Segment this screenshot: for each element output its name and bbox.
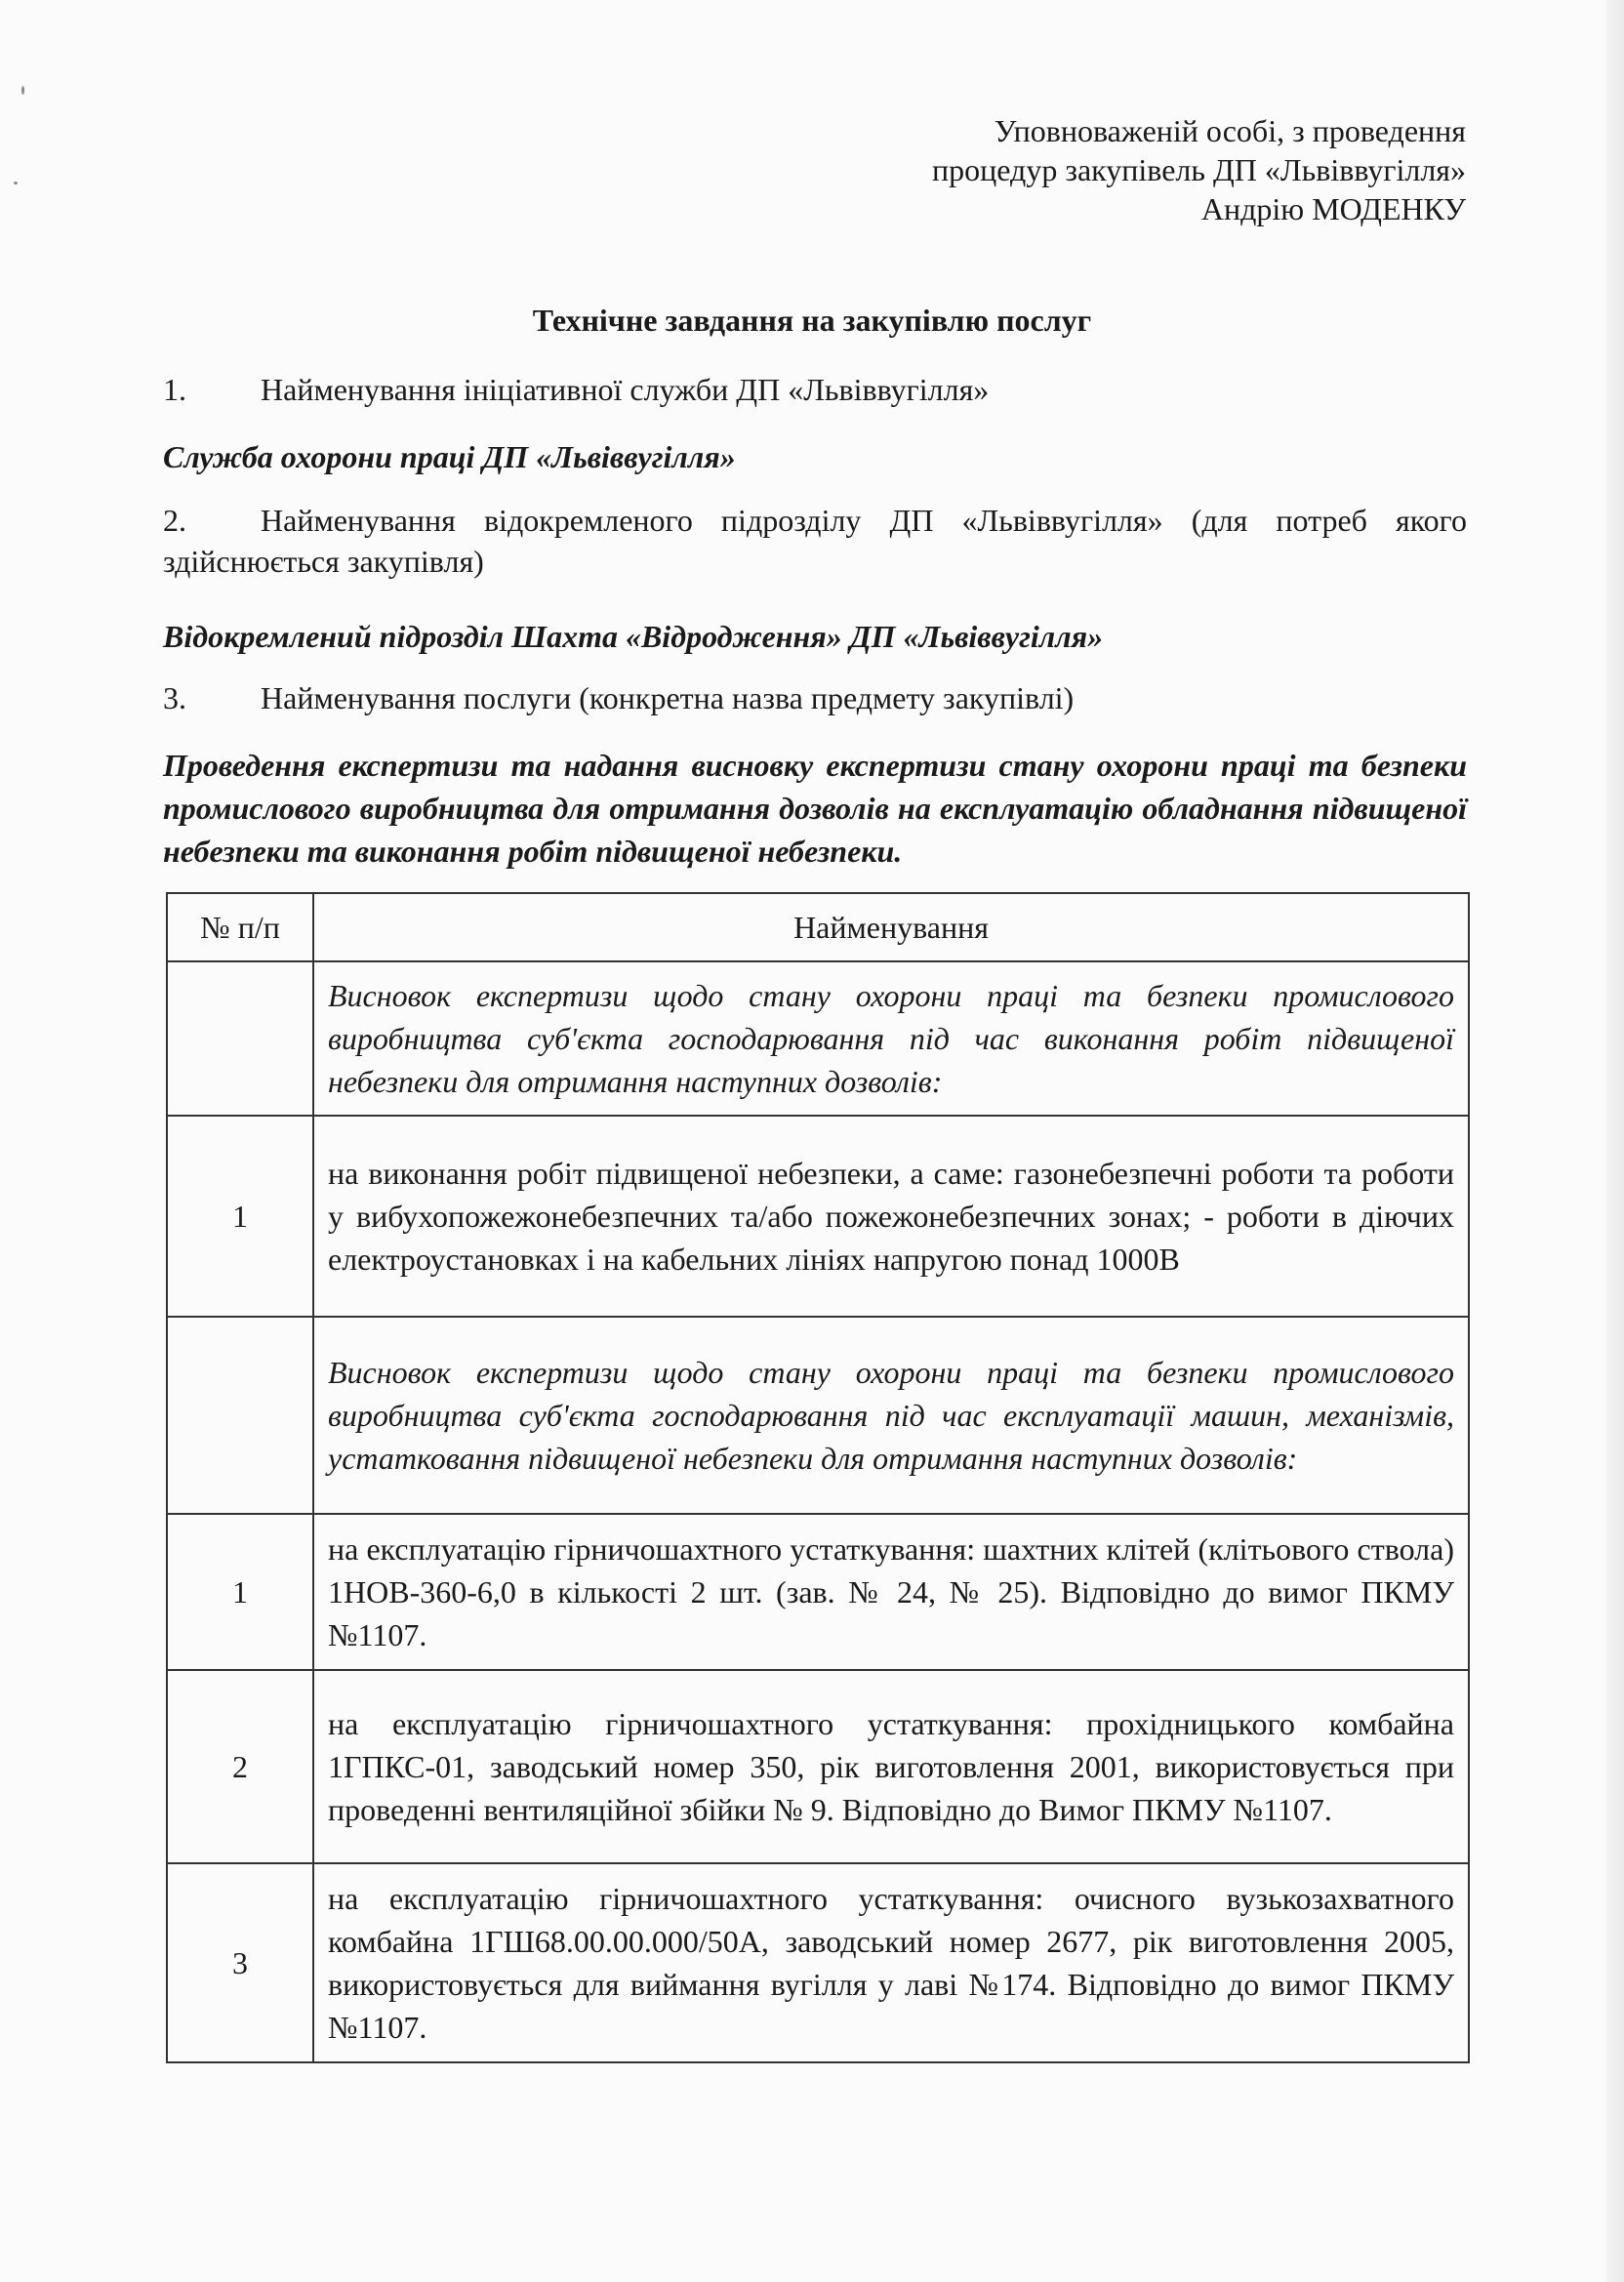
- section-number: 3.: [163, 680, 186, 715]
- addressee-line: процедур закупівель ДП «Львіввугілля»: [932, 152, 1466, 187]
- section-number: 2.: [163, 503, 186, 538]
- row-number: 1: [167, 1116, 313, 1317]
- table-row: [167, 961, 1469, 1116]
- row-text: Висновок експертизи щодо стану охорони праці та безпеки промислового виробництва суб'єкта господарювання під час експлуатації машин, механізмів, устатковання підвищеної небезпеки для отримання наступних дозволів:: [313, 1317, 1469, 1514]
- section-number: 1.: [163, 372, 186, 407]
- section-2-heading: [163, 500, 1467, 582]
- column-header-name: Найменування: [313, 893, 1469, 961]
- section-3-value: Проведення експертизи та надання висновку експертизи стану охорони праці та безпеки промислового виробництва для отримання дозволів на експлуатацію обладнання підвищеної небезпеки та виконання робіт підвищеної небезпеки.: [163, 748, 1467, 869]
- addressee-line: Уповноваженій особі, з проведення: [994, 113, 1466, 148]
- section-2-value: Відокремлений підрозділ Шахта «Відродження» ДП «Львіввугілля»: [163, 619, 1104, 654]
- row-number: 1: [167, 1514, 313, 1670]
- document-title: Технічне завдання на закупівлю послуг: [532, 303, 1092, 338]
- section-1-value: Служба охорони праці ДП «Львіввугілля»: [163, 439, 736, 474]
- row-text: на виконання робіт підвищеної небезпеки, а саме: газонебезпечні роботи та роботи у вибухопожежонебезпечних та/або пожежонебезпечних зонах; - роботи в діючих електроустановках і на кабельних лініях напругою понад 1000В: [313, 1116, 1469, 1317]
- table-row: [167, 1317, 1469, 1514]
- table-row: [167, 1514, 1469, 1670]
- section-label: Найменування послуги (конкретна назва предмету закупівлі): [261, 680, 1075, 715]
- row-number: [167, 1317, 313, 1514]
- section-1-heading: [163, 369, 1467, 410]
- table-header-row: [167, 893, 1469, 961]
- services-table: [166, 892, 1470, 2063]
- addressee-block: [932, 111, 1466, 228]
- row-number: 3: [167, 1863, 313, 2062]
- table-row: [167, 1863, 1469, 2062]
- row-text: на експлуатацію гірничошахтного устаткування: шахтних клітей (клітьового ствола) 1НОВ-360-6,0 в кількості 2 шт. (зав. № 24, № 25). Відповідно до вимог ПКМУ №1107.: [313, 1514, 1469, 1670]
- column-header-num: № п/п: [167, 893, 313, 961]
- table-row: [167, 1670, 1469, 1863]
- row-text: на експлуатацію гірничошахтного устаткування: прохідницького комбайна 1ГПКС-01, заводський номер 350, рік виготовлення 2001, використовується при проведенні вентиляційної збійки № 9. Відповідно до Вимог ПКМУ №1107.: [313, 1670, 1469, 1863]
- section-label: Найменування відокремленого підрозділу ДП «Львіввугілля» (для потреб якого здійснюється закупівля): [163, 503, 1467, 579]
- scan-speck: [21, 86, 24, 95]
- scan-edge: [1606, 0, 1624, 2282]
- row-number: [167, 961, 313, 1116]
- scan-speck: [14, 182, 18, 184]
- row-text: на експлуатацію гірничошахтного устаткування: очисного вузькозахватного комбайна 1ГШ68.00.00.000/50А, заводський номер 2677, рік виготовлення 2005, використовується для виймання вугілля у лаві №174. Відповідно до вимог ПКМУ №1107.: [313, 1863, 1469, 2062]
- row-text: Висновок експертизи щодо стану охорони праці та безпеки промислового виробництва суб'єкта господарювання під час виконання робіт підвищеної небезпеки для отримання наступних дозволів:: [313, 961, 1469, 1116]
- row-number: 2: [167, 1670, 313, 1863]
- section-label: Найменування ініціативної служби ДП «Львіввугілля»: [261, 372, 990, 407]
- addressee-name: Андрію МОДЕНКУ: [1200, 191, 1466, 226]
- table-row: [167, 1116, 1469, 1317]
- section-3-heading: [163, 677, 1467, 718]
